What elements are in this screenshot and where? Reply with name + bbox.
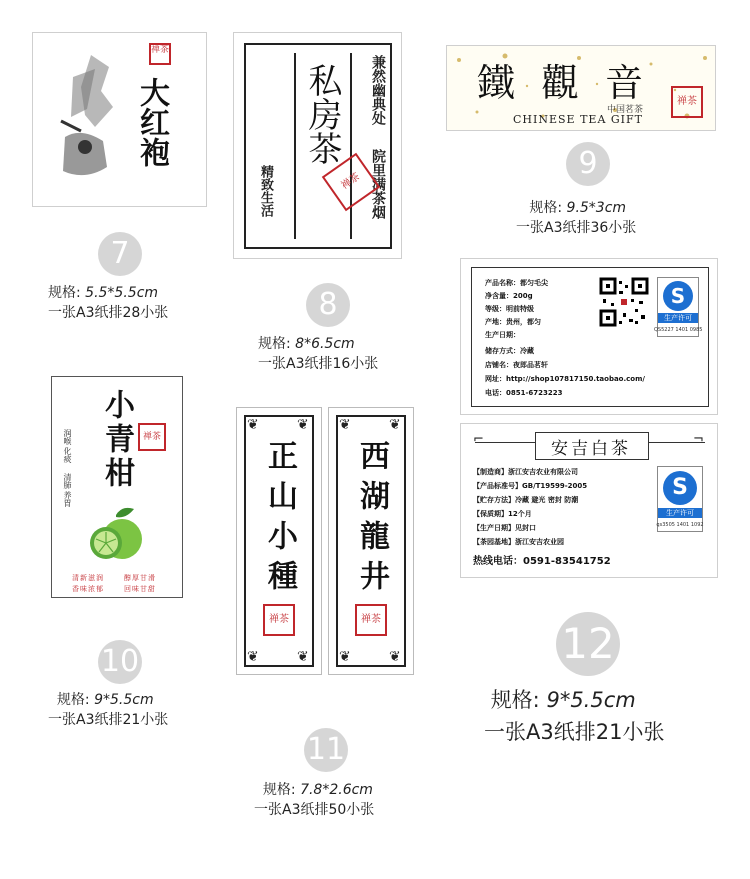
seal-text: 禅茶	[151, 45, 170, 55]
label-10-title: 小青柑	[99, 389, 134, 491]
label-12-spec	[484, 684, 664, 748]
red-seal	[138, 423, 166, 451]
label-7-spec	[48, 283, 168, 323]
corner-ornament-icon: ❦	[389, 649, 401, 665]
label-7-title: 大红袍	[134, 77, 169, 167]
benefit-text: 化痰	[63, 447, 72, 463]
corner-ornament-icon: ❦	[389, 417, 401, 433]
corner-ornament-icon: ❦	[297, 649, 309, 665]
info-row: 【制造商】浙江安吉农业有限公司	[473, 468, 578, 476]
seal-text: 禅茶	[339, 171, 363, 192]
label-11-spec	[254, 780, 374, 820]
info-row: 净含量：200g	[485, 292, 533, 300]
label-10-number: 10	[98, 640, 142, 684]
sheet-note: 一张A3纸排16小张	[258, 356, 379, 372]
qs-code: qs3505 1401 1092	[656, 522, 704, 528]
benefit-text: 润喉	[63, 429, 72, 445]
seal-text: 禅茶	[142, 432, 161, 442]
info-row: 【产品标准号】GB/T19599-2005	[473, 482, 588, 490]
tasting-note: 香味浓郁	[72, 585, 104, 593]
info-row: 生产日期：	[485, 331, 520, 339]
spec-label: 规格:	[529, 200, 563, 216]
label-8-poem-line-2: 院里满茶烟	[370, 149, 386, 219]
spec-value: 5.5*5.5cm	[85, 285, 159, 301]
info-label-b	[460, 423, 718, 578]
qr-code-icon	[599, 277, 649, 327]
green-citrus-image	[86, 505, 150, 561]
spec-value: 9*5.5cm	[94, 692, 154, 708]
corner-ornament-icon: ❦	[339, 417, 351, 433]
label-8-card	[233, 32, 402, 259]
seal-text: 禅茶	[677, 96, 697, 107]
info-row: 【茶园基地】浙江安吉农业园	[473, 538, 564, 546]
label-8-poem-line-1: 兼然幽典处	[370, 55, 386, 125]
hotline: 热线电话：0591-83541752	[473, 556, 611, 567]
info-row: 产地：贵州，都匀	[485, 318, 541, 326]
label-12-number: 12	[556, 612, 620, 676]
qs-caption: 生产许可	[658, 313, 698, 323]
label-8-spec	[258, 334, 378, 374]
red-seal	[263, 604, 295, 636]
tasting-note: 回味甘甜	[124, 585, 156, 593]
info-label-a	[460, 258, 718, 415]
corner-ornament-icon: ❦	[247, 417, 259, 433]
info-row: 电话：0851-6723223	[485, 389, 563, 397]
label-10-spec	[48, 690, 168, 730]
info-row: 【生产日期】见封口	[473, 524, 536, 532]
corner-ornament-icon: ❦	[339, 649, 351, 665]
tasting-note: 醇厚甘滑	[124, 574, 156, 582]
label-9-number: 9	[566, 142, 610, 186]
info-row: 等级：明前特级	[485, 305, 534, 313]
seal-text: 禅茶	[361, 614, 381, 625]
info-row: 产品名称：都匀毛尖	[485, 279, 548, 287]
qs-badge	[657, 466, 703, 532]
spec-label: 规格:	[258, 336, 291, 352]
label-9-card	[446, 45, 716, 131]
spec-value: 8*6.5cm	[295, 336, 355, 352]
benefit-text: 养胃	[63, 491, 72, 507]
sheet-note: 一张A3纸排21小张	[484, 720, 665, 744]
label-10-card	[51, 376, 183, 598]
seal-text: 禅茶	[269, 614, 289, 625]
info-row: 网址：http://shop107817150.taobao.com/	[485, 375, 645, 383]
label-9-english-subtitle: CHINESE TEA GIFT	[513, 113, 643, 126]
corner-ornament-icon: ⌐	[473, 432, 484, 447]
spec-value: 9*5.5cm	[546, 688, 636, 712]
label-7-number: 7	[98, 232, 142, 276]
label-11-card-right	[328, 407, 414, 675]
spec-label: 规格:	[56, 692, 90, 708]
sheet-note: 一张A3纸排36小张	[516, 220, 637, 236]
label-9-subtitle: 中国茗茶	[607, 105, 644, 115]
red-seal	[355, 604, 387, 636]
spec-label: 规格:	[490, 688, 540, 712]
info-row: 储存方式：冷藏	[485, 347, 534, 355]
tasting-note: 清新滋润	[72, 574, 104, 582]
spec-value: 9.5*3cm	[566, 200, 627, 216]
label-11-card-left	[236, 407, 322, 675]
qs-logo-icon: S	[663, 471, 697, 505]
corner-ornament-icon: ❦	[297, 417, 309, 433]
label-9-title: 鐵觀音	[477, 61, 670, 105]
sheet-note: 一张A3纸排50小张	[254, 802, 375, 818]
label-11-title: 正山小種	[262, 440, 297, 600]
label-7-card	[32, 32, 207, 207]
spec-label: 规格:	[262, 782, 296, 798]
label-9-spec	[516, 198, 636, 238]
qs-logo-icon: S	[663, 281, 693, 311]
label-8-subtitle: 精致生活	[258, 165, 273, 217]
spec-value: 7.8*2.6cm	[300, 782, 373, 798]
benefit-text: 清肺	[63, 473, 72, 489]
red-seal	[149, 43, 171, 65]
sheet-note: 一张A3纸排21小张	[48, 712, 169, 728]
qs-badge	[654, 277, 703, 337]
red-seal	[671, 86, 703, 118]
label-11-title: 西湖龍井	[354, 440, 389, 600]
sheet-note: 一张A3纸排28小张	[48, 305, 169, 321]
label-11-number: 11	[304, 728, 348, 772]
label-8-title: 私房茶	[302, 63, 342, 165]
corner-ornament-icon: ❦	[247, 649, 259, 665]
corner-ornament-icon: ¬	[693, 432, 704, 447]
ink-brush-figure	[51, 47, 131, 187]
label-8-number: 8	[306, 283, 350, 327]
qs-caption: 生产许可	[658, 508, 702, 518]
spec-label: 规格:	[48, 285, 81, 301]
label-b-title: 安吉白茶	[551, 439, 631, 459]
info-row: 【保质期】12个月	[473, 510, 532, 518]
qs-code: QS5227 1401 0985	[654, 327, 703, 333]
info-row: 店铺名：夜郎品茗轩	[485, 361, 548, 369]
info-row: 【贮存方法】冷藏 避光 密封 防潮	[473, 496, 579, 504]
